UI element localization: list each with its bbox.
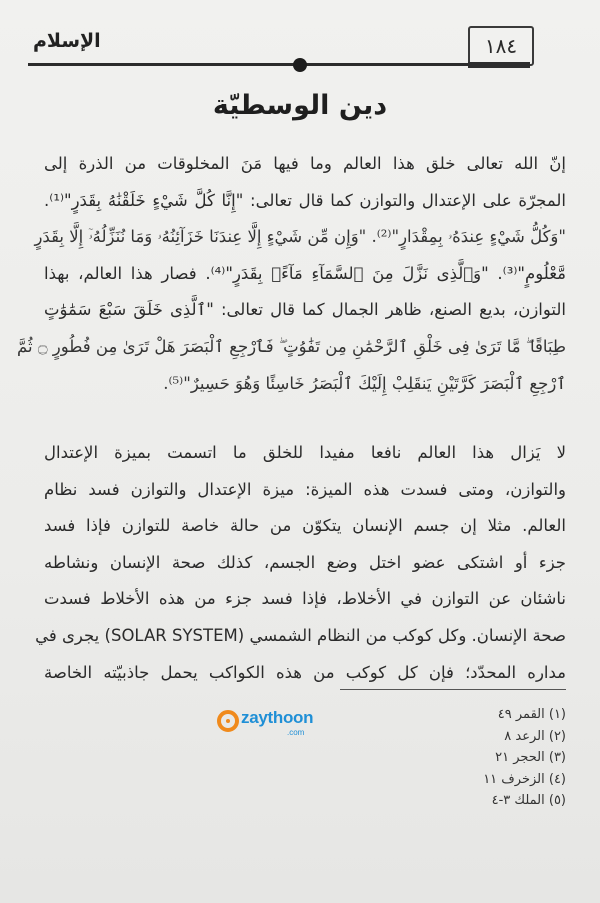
text-line: المجرّة على الإعتدال والتوازن كما قال تعالى: "إِنَّا كُلَّ شَيْءٍ خَلَقْنَٰهُ بِقَدَرٍ"⁽¹⁾. [44, 190, 566, 210]
paragraph-2 [35, 435, 566, 691]
footnotes [380, 704, 566, 812]
text-line: ٱرْجِعِ ٱلْبَصَرَ كَرَّتَيْنِ يَنقَلِبْ إِلَيْكَ ٱلْبَصَرُ خَاسِئًا وَهُوَ حَسِيرٌ"⁽⁵⁾. [163, 373, 566, 393]
text-line: مداره المحدّد؛ فإن كل كوكب من هذه الكواكب يحمل جاذبيّته الخاصة [44, 662, 566, 682]
text-line: مَّعْلُومٍ"⁽³⁾. "وَٱلَّذِى نَزَّلَ مِنَ ٱلسَّمَآءِ مَآءًۢ بِقَدَرٍ"⁽⁴⁾. فصار هذا العالم، بهذا [44, 263, 567, 283]
text-line: التوازن، بديع الصنع، ظاهر الجمال كما قال تعالى: "ٱلَّذِى خَلَقَ سَبْعَ سَمَٰوَٰتٍ [44, 300, 566, 320]
logo-mark-icon [217, 710, 239, 732]
logo-brand-text: zaythoon [241, 708, 314, 727]
header-rule [28, 63, 468, 66]
text-line: والتوازن، ومتى فسدت هذه الميزة: ميزة الإعتدال والتوازن فسد نظام [44, 479, 566, 499]
footnote: (٢) الرعد ٨ [504, 728, 566, 744]
zaythoon-watermark-logo [217, 706, 327, 746]
footnote: (٣) الحجر ٢١ [495, 750, 566, 765]
page-number-box [468, 26, 534, 66]
text-line: لا يَزال هذا العالم نافعا مفيدا للخلق ما اتسمت بميزة الإعتدال [44, 443, 566, 462]
footnote: (٥) الملك ٣-٤ [491, 793, 566, 808]
text-line: جزء أو اشتكى عضو اختل وضع الجسم، كذلك صحة الإنسان ونشاطه [44, 552, 566, 572]
footnote: (١) القمر ٤٩ [497, 707, 566, 722]
text-line: إنّ الله تعالى خلق هذا العالم وما فيها مَنَ المخلوقات من الذرة إلى [44, 154, 566, 173]
chapter-title: دين الوسطيّة [212, 90, 388, 121]
running-header-title: الإسلام [33, 30, 101, 52]
paragraph-1 [17, 146, 567, 402]
footnote: (٤) الزخرف ١١ [483, 771, 566, 787]
text-line: ناشئان عن التوازن في الأخلاط، فإذا فسد جزء من هذه الأخلاط فسدت [44, 589, 566, 609]
text-line: "وَكُلُّ شَيْءٍ عِندَهُۥ بِمِقْدَارٍ"⁽²⁾. "وَإِن مِّن شَيْءٍ إِلَّا عِندَنَا خَزَآئِنُهُۥ وَمَا نُنَزِّلُهُۥٓ إِلَّا بِقَدَرٍ [34, 227, 566, 247]
text-line: طِبَاقًا ۖ مَّا تَرَىٰ فِى خَلْقِ ٱلرَّحْمَٰنِ مِن تَفَٰوُتٍ ۖ فَٱرْجِعِ ٱلْبَصَرَ هَلْ تَرَىٰ مِن فُطُورٍ ۝ ثُمَّ [17, 336, 566, 356]
footnote-separator [340, 689, 566, 690]
logo-domain-text: .com [287, 728, 305, 737]
header-rule-dot [293, 58, 307, 72]
page-number: ١٨٤ [484, 34, 518, 58]
text-line: العالم. مثلا إن جسم الإنسان يتكوّن من حالة خاصة للتوازن فإذا فسد [44, 516, 566, 536]
text-line: صحة الإنسان. وكل كوكب من النظام الشمسي (SOLAR SYSTEM) يجرى في [35, 625, 566, 645]
